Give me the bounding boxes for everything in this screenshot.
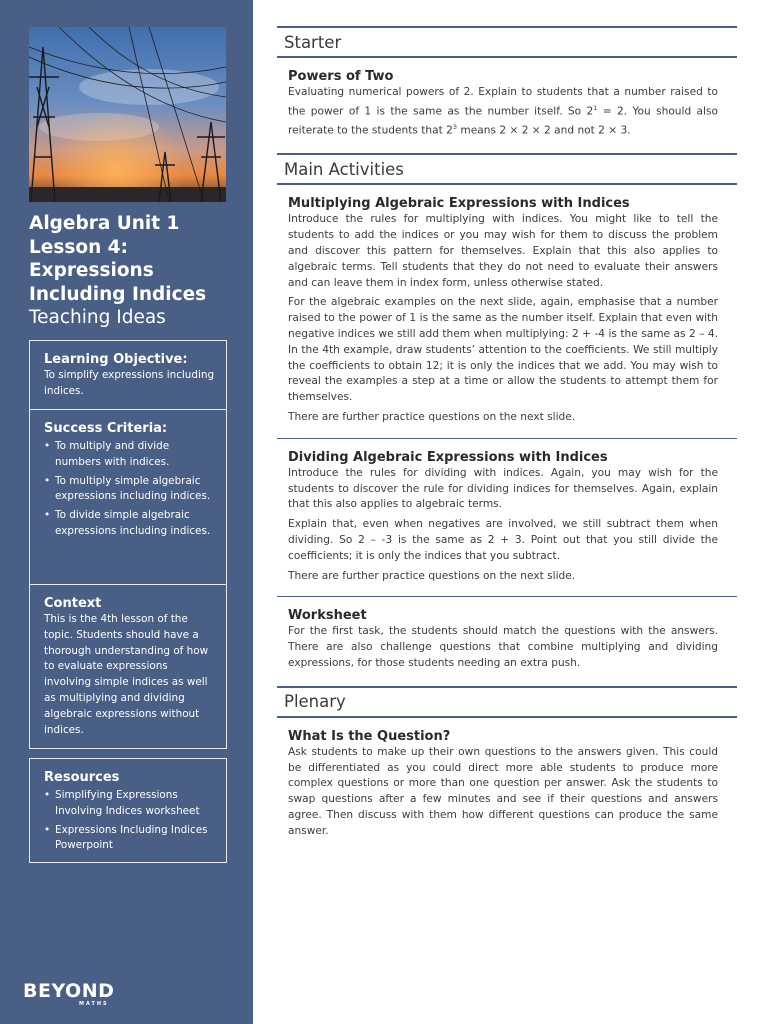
lesson-subtitle: Teaching Ideas [29,307,166,328]
context-text: This is the 4th lesson of the topic. Students should have a thorough understanding of how to evaluate expressions involving simple indices as well as multiplying and dividing algebraic expressions without indices. [44,613,209,736]
power-lines-photo [29,27,226,202]
sidebar [0,0,253,1024]
resources-heading: Resources [44,770,120,785]
list-item: • To divide simple algebraic expressions including indices. [44,508,216,540]
starter-heading: Starter [277,26,737,58]
list-item: • Simplifying Expressions Involving Indices worksheet [44,788,216,820]
learning-objective-heading: Learning Objective: [44,352,188,367]
beyond-maths-logo [23,979,133,1009]
logo-word: BEYOND [23,980,115,1002]
multiplying-paragraph: For the algebraic examples on the next slide, again, emphasise that a number raised to the power of 1 is the same as the number itself. Explain that even with negative indices we still add them when multiplying: 2 + -4 is the same as 2 – 4. In the 4th example, draw students’ attention to the coefficients. We still multiply the coefficients to obtain 12; it is only the indices that we add. You may wish to reveal the examples a step at a time or allow the students to attempt them for themselves. [288,296,718,404]
multiplying-paragraph: There are further practice questions on the next slide. [288,411,576,424]
context-box [29,584,227,749]
dividing-paragraph: Explain that, even when negatives are involved, we still subtract them when dividing. So 2 – -3 is the same as 2 + 3. Point out that you still divide the coefficients; it is only the indices that you subtract. [288,518,718,562]
title-line: Algebra Unit 1 [29,213,180,234]
success-criteria-list [44,439,216,540]
multiplying-paragraph: Introduce the rules for multiplying with indices. You might like to tell the students to add the indices or you may wish for them to discuss the problem and discover this pattern for themselves. Explain that this also applies to algebraic terms. Tell students that they do not need to evaluate their answers and can leave them in index form, unless otherwise stated. [288,213,718,289]
plenary-text: Ask students to make up their own questions to the answers given. This could be differentiated as you could direct more able students to produce more complex questions or more than one question per answer. Ask the students to swap questions after a few minutes and see if their questions and answers agree. Then discuss with them how different questions can produce the same answer. [288,745,718,837]
dividing-block [277,439,737,597]
main-activities-heading: Main Activities [277,153,737,185]
list-item: • To multiply and divide numbers with indices. [44,439,216,471]
title-line: Lesson 4: [29,236,128,258]
learning-objective-box [29,340,227,410]
worksheet-title: Worksheet [288,608,367,624]
success-criteria-heading: Success Criteria: [44,421,168,436]
list-item: • Expressions Including Indices Powerpoint [44,823,216,855]
plenary-block [277,718,737,840]
multiplying-title: Multiplying Algebraic Expressions with Indices [288,196,630,212]
dividing-paragraph: Introduce the rules for dividing with indices. Again, you may wish for the students to discover the rule for dividing indices for themselves. Again, explain that this also applies to algebraic terms. [288,466,718,511]
multiplying-block [277,185,737,437]
context-heading: Context [44,596,102,611]
learning-objective-text: To simplify expressions including indices. [44,369,215,397]
title-line: Expressions [29,260,154,281]
success-criteria-box [29,409,227,585]
worksheet-block [277,597,737,685]
logo-sub: MATHS [79,1001,109,1007]
list-item: • To multiply simple algebraic expressions including indices. [44,474,216,506]
plenary-title: What Is the Question? [288,728,451,744]
resources-box [29,758,227,863]
plenary-heading: Plenary [277,686,737,718]
dividing-title: Dividing Algebraic Expressions with Indices [288,449,608,465]
starter-text: Evaluating numerical powers of 2. Explain to students that a number raised to the power of 1 is the same as the number itself. So $2^1 = 2$. You should also reiterate to the students that $2^3$ means 2 × 2 × 2 and not 2 × 3. [288,86,718,137]
starter-block [277,58,737,153]
main-content [277,26,737,840]
starter-title: Powers of Two [288,69,394,84]
title-line: Including Indices [29,283,207,305]
lesson-title-block [29,212,244,330]
resources-list [44,788,216,854]
worksheet-paragraph: For the first task, the students should match the questions with the answers. There are also challenge questions that combine multiplying and dividing expressions, for those students needing an extra push. [288,625,718,669]
dividing-paragraph: There are further practice questions on the next slide. [288,569,576,582]
